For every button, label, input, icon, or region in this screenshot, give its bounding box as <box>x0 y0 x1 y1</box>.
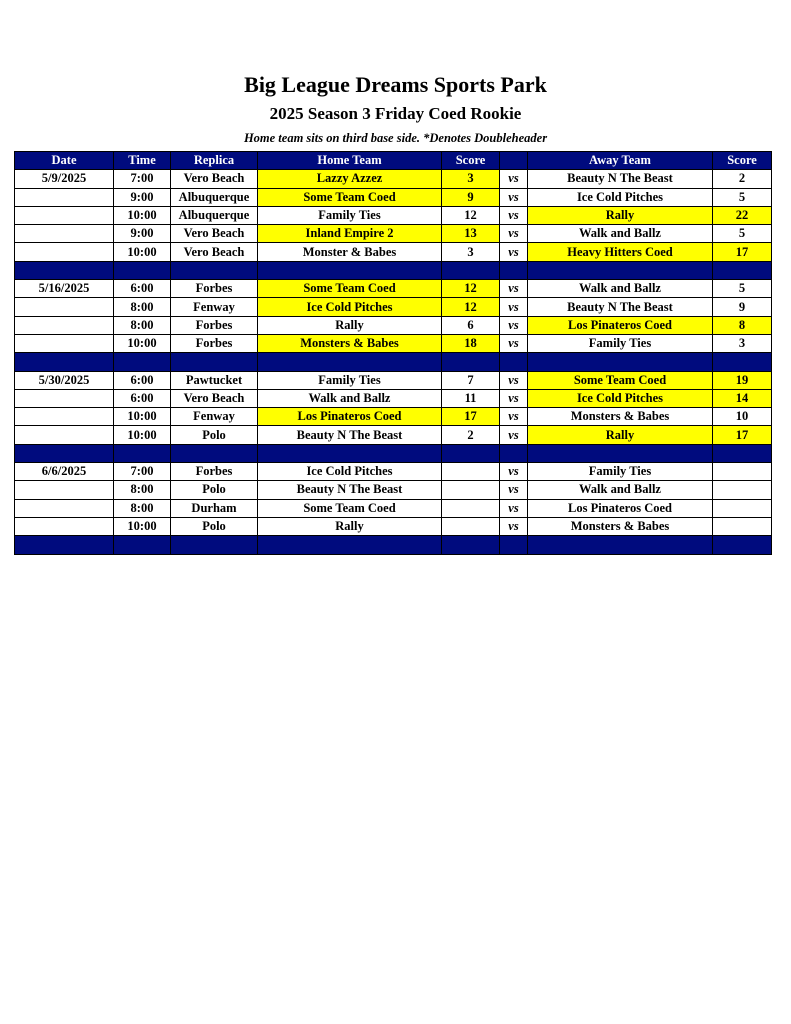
away-team: Los Pinateros Coed <box>528 316 713 334</box>
home-score: 6 <box>442 316 500 334</box>
game-date <box>15 426 114 444</box>
vs-label: vs <box>500 334 528 352</box>
separator-cell <box>500 261 528 279</box>
col-header-away-team: Away Team <box>528 152 713 170</box>
home-score <box>442 463 500 481</box>
home-team: Ice Cold Pitches <box>258 463 442 481</box>
vs-label: vs <box>500 206 528 224</box>
game-date <box>15 389 114 407</box>
home-score: 11 <box>442 389 500 407</box>
schedule-body <box>15 170 772 554</box>
game-time: 9:00 <box>114 188 171 206</box>
separator-cell <box>500 536 528 554</box>
vs-label: vs <box>500 316 528 334</box>
vs-label: vs <box>500 280 528 298</box>
game-time: 6:00 <box>114 371 171 389</box>
game-date <box>15 499 114 517</box>
away-team: Some Team Coed <box>528 371 713 389</box>
vs-label: vs <box>500 463 528 481</box>
week-separator-row <box>15 261 772 279</box>
table-row <box>15 243 772 261</box>
separator-cell <box>713 444 772 462</box>
separator-cell <box>258 444 442 462</box>
home-team: Family Ties <box>258 371 442 389</box>
away-team: Heavy Hitters Coed <box>528 243 713 261</box>
home-team: Los Pinateros Coed <box>258 408 442 426</box>
game-time: 8:00 <box>114 481 171 499</box>
home-score: 18 <box>442 334 500 352</box>
away-score <box>713 499 772 517</box>
home-team: Walk and Ballz <box>258 389 442 407</box>
vs-label: vs <box>500 371 528 389</box>
game-field: Polo <box>171 481 258 499</box>
game-time: 8:00 <box>114 298 171 316</box>
game-field: Vero Beach <box>171 225 258 243</box>
away-team: Walk and Ballz <box>528 225 713 243</box>
week-separator-row <box>15 353 772 371</box>
game-field: Albuquerque <box>171 206 258 224</box>
game-field: Forbes <box>171 334 258 352</box>
separator-cell <box>500 444 528 462</box>
game-field: Vero Beach <box>171 170 258 188</box>
separator-cell <box>528 444 713 462</box>
vs-label: vs <box>500 426 528 444</box>
separator-cell <box>15 353 114 371</box>
vs-label: vs <box>500 389 528 407</box>
game-date: 5/16/2025 <box>15 280 114 298</box>
away-score: 17 <box>713 426 772 444</box>
separator-cell <box>171 536 258 554</box>
col-header-vs <box>500 152 528 170</box>
game-time: 10:00 <box>114 243 171 261</box>
game-date: 6/6/2025 <box>15 463 114 481</box>
game-date <box>15 298 114 316</box>
col-header-away-score: Score <box>713 152 772 170</box>
header-row <box>15 152 772 170</box>
table-row <box>15 389 772 407</box>
game-field: Pawtucket <box>171 371 258 389</box>
separator-cell <box>713 536 772 554</box>
schedule-table <box>14 151 772 555</box>
separator-cell <box>15 536 114 554</box>
separator-cell <box>171 353 258 371</box>
home-score <box>442 517 500 535</box>
game-time: 7:00 <box>114 170 171 188</box>
game-date <box>15 316 114 334</box>
vs-label: vs <box>500 298 528 316</box>
game-field: Polo <box>171 517 258 535</box>
away-score: 10 <box>713 408 772 426</box>
separator-cell <box>258 353 442 371</box>
separator-cell <box>258 261 442 279</box>
home-score <box>442 481 500 499</box>
game-time: 6:00 <box>114 280 171 298</box>
away-team: Monsters & Babes <box>528 408 713 426</box>
home-score: 12 <box>442 206 500 224</box>
game-field: Vero Beach <box>171 389 258 407</box>
home-score: 12 <box>442 280 500 298</box>
col-header-time: Time <box>114 152 171 170</box>
game-date <box>15 243 114 261</box>
separator-cell <box>713 261 772 279</box>
away-score: 9 <box>713 298 772 316</box>
vs-label: vs <box>500 481 528 499</box>
game-time: 10:00 <box>114 206 171 224</box>
separator-cell <box>114 444 171 462</box>
away-score: 19 <box>713 371 772 389</box>
table-row <box>15 517 772 535</box>
game-field: Durham <box>171 499 258 517</box>
game-time: 10:00 <box>114 334 171 352</box>
home-score: 7 <box>442 371 500 389</box>
col-header-home-score: Score <box>442 152 500 170</box>
game-time: 10:00 <box>114 408 171 426</box>
game-field: Vero Beach <box>171 243 258 261</box>
game-date <box>15 188 114 206</box>
week-separator-row <box>15 444 772 462</box>
table-row <box>15 316 772 334</box>
separator-cell <box>15 444 114 462</box>
game-time: 10:00 <box>114 426 171 444</box>
separator-cell <box>258 536 442 554</box>
vs-label: vs <box>500 499 528 517</box>
separator-cell <box>442 353 500 371</box>
home-score <box>442 499 500 517</box>
away-team: Monsters & Babes <box>528 517 713 535</box>
away-team: Family Ties <box>528 334 713 352</box>
separator-cell <box>528 261 713 279</box>
separator-cell <box>500 353 528 371</box>
game-field: Fenway <box>171 298 258 316</box>
away-team: Walk and Ballz <box>528 280 713 298</box>
away-team: Los Pinateros Coed <box>528 499 713 517</box>
home-team: Beauty N The Beast <box>258 481 442 499</box>
vs-label: vs <box>500 517 528 535</box>
vs-label: vs <box>500 243 528 261</box>
table-row <box>15 170 772 188</box>
separator-cell <box>442 261 500 279</box>
home-team: Beauty N The Beast <box>258 426 442 444</box>
vs-label: vs <box>500 225 528 243</box>
game-time: 6:00 <box>114 389 171 407</box>
col-header-home-team: Home Team <box>258 152 442 170</box>
week-separator-row <box>15 536 772 554</box>
page-title: Big League Dreams Sports Park <box>244 72 547 97</box>
table-row <box>15 188 772 206</box>
table-row <box>15 463 772 481</box>
separator-cell <box>114 261 171 279</box>
separator-cell <box>713 353 772 371</box>
away-score <box>713 463 772 481</box>
table-row <box>15 225 772 243</box>
away-score: 14 <box>713 389 772 407</box>
home-team: Some Team Coed <box>258 499 442 517</box>
game-date: 5/9/2025 <box>15 170 114 188</box>
vs-label: vs <box>500 408 528 426</box>
away-score: 3 <box>713 334 772 352</box>
home-team: Rally <box>258 517 442 535</box>
home-score: 12 <box>442 298 500 316</box>
game-date <box>15 517 114 535</box>
away-team: Walk and Ballz <box>528 481 713 499</box>
away-score: 8 <box>713 316 772 334</box>
separator-cell <box>171 261 258 279</box>
away-score: 5 <box>713 188 772 206</box>
col-header-date: Date <box>15 152 114 170</box>
home-team: Lazzy Azzez <box>258 170 442 188</box>
game-time: 8:00 <box>114 316 171 334</box>
game-date: 5/30/2025 <box>15 371 114 389</box>
table-row <box>15 426 772 444</box>
away-score <box>713 517 772 535</box>
page-subtitle: 2025 Season 3 Friday Coed Rookie <box>269 104 522 123</box>
game-field: Albuquerque <box>171 188 258 206</box>
table-row <box>15 371 772 389</box>
home-score: 13 <box>442 225 500 243</box>
separator-cell <box>528 536 713 554</box>
away-team: Ice Cold Pitches <box>528 188 713 206</box>
vs-label: vs <box>500 170 528 188</box>
away-score: 22 <box>713 206 772 224</box>
game-date <box>15 408 114 426</box>
away-team: Ice Cold Pitches <box>528 389 713 407</box>
home-team: Some Team Coed <box>258 280 442 298</box>
home-team: Family Ties <box>258 206 442 224</box>
separator-cell <box>528 353 713 371</box>
away-score: 5 <box>713 225 772 243</box>
separator-cell <box>442 536 500 554</box>
home-team: Some Team Coed <box>258 188 442 206</box>
separator-cell <box>15 261 114 279</box>
home-team: Inland Empire 2 <box>258 225 442 243</box>
away-score <box>713 481 772 499</box>
game-date <box>15 334 114 352</box>
table-row <box>15 499 772 517</box>
game-field: Forbes <box>171 280 258 298</box>
home-team: Ice Cold Pitches <box>258 298 442 316</box>
home-score: 9 <box>442 188 500 206</box>
home-score: 3 <box>442 170 500 188</box>
home-score: 2 <box>442 426 500 444</box>
game-time: 8:00 <box>114 499 171 517</box>
home-team: Monster & Babes <box>258 243 442 261</box>
away-team: Family Ties <box>528 463 713 481</box>
away-score: 17 <box>713 243 772 261</box>
separator-cell <box>114 353 171 371</box>
away-team: Rally <box>528 426 713 444</box>
game-time: 7:00 <box>114 463 171 481</box>
game-field: Polo <box>171 426 258 444</box>
game-date <box>15 206 114 224</box>
home-team: Monsters & Babes <box>258 334 442 352</box>
away-score: 2 <box>713 170 772 188</box>
home-team: Rally <box>258 316 442 334</box>
away-score: 5 <box>713 280 772 298</box>
separator-cell <box>442 444 500 462</box>
home-score: 3 <box>442 243 500 261</box>
separator-cell <box>114 536 171 554</box>
away-team: Beauty N The Beast <box>528 298 713 316</box>
separator-cell <box>171 444 258 462</box>
col-header-replica: Replica <box>171 152 258 170</box>
game-time: 10:00 <box>114 517 171 535</box>
vs-label: vs <box>500 188 528 206</box>
game-time: 9:00 <box>114 225 171 243</box>
schedule-note: Home team sits on third base side. *Denotes Doubleheader <box>243 131 548 145</box>
table-row <box>15 280 772 298</box>
away-team: Rally <box>528 206 713 224</box>
table-row <box>15 206 772 224</box>
game-date <box>15 481 114 499</box>
game-field: Fenway <box>171 408 258 426</box>
table-row <box>15 481 772 499</box>
table-row <box>15 334 772 352</box>
game-field: Forbes <box>171 316 258 334</box>
game-date <box>15 225 114 243</box>
game-field: Forbes <box>171 463 258 481</box>
table-row <box>15 298 772 316</box>
table-row <box>15 408 772 426</box>
home-score: 17 <box>442 408 500 426</box>
away-team: Beauty N The Beast <box>528 170 713 188</box>
